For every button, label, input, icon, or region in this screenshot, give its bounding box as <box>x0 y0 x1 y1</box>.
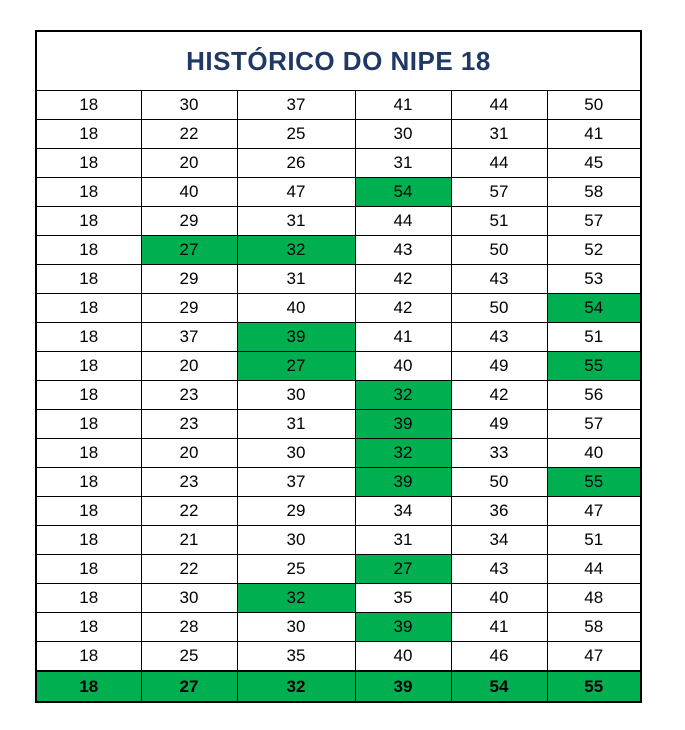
table-cell: 21 <box>141 526 237 555</box>
table-cell: 37 <box>141 323 237 352</box>
table-cell: 34 <box>355 497 451 526</box>
highlighted-cell: 54 <box>355 178 451 207</box>
table-cell: 40 <box>355 642 451 672</box>
table-row <box>37 526 640 555</box>
table-cell: 30 <box>237 613 355 642</box>
summary-cell: 32 <box>237 671 355 701</box>
table-cell: 18 <box>37 381 141 410</box>
table-cell: 37 <box>237 468 355 497</box>
table-cell: 50 <box>547 91 640 120</box>
table-row <box>37 410 640 439</box>
table-cell: 30 <box>141 584 237 613</box>
table-cell: 29 <box>141 294 237 323</box>
table-cell: 20 <box>141 352 237 381</box>
table-cell: 40 <box>141 178 237 207</box>
table-row <box>37 91 640 120</box>
table-row <box>37 149 640 178</box>
table-row <box>37 613 640 642</box>
summary-cell: 27 <box>141 671 237 701</box>
table-row <box>37 265 640 294</box>
table-cell: 51 <box>547 526 640 555</box>
table-cell: 40 <box>451 584 547 613</box>
highlighted-cell: 27 <box>237 352 355 381</box>
table-cell: 43 <box>451 323 547 352</box>
table-cell: 47 <box>237 178 355 207</box>
table-cell: 47 <box>547 642 640 672</box>
table-cell: 40 <box>355 352 451 381</box>
history-table-body <box>37 91 640 701</box>
highlighted-cell: 55 <box>547 468 640 497</box>
table-cell: 40 <box>547 439 640 468</box>
table-cell: 18 <box>37 468 141 497</box>
table-cell: 41 <box>355 323 451 352</box>
table-cell: 45 <box>547 149 640 178</box>
highlighted-cell: 39 <box>355 468 451 497</box>
table-cell: 30 <box>355 120 451 149</box>
table-cell: 18 <box>37 613 141 642</box>
table-cell: 18 <box>37 555 141 584</box>
table-row <box>37 352 640 381</box>
table-row <box>37 642 640 672</box>
table-cell: 44 <box>355 207 451 236</box>
table-row <box>37 381 640 410</box>
table-cell: 18 <box>37 91 141 120</box>
table-cell: 18 <box>37 265 141 294</box>
highlighted-cell: 39 <box>237 323 355 352</box>
highlighted-cell: 32 <box>237 584 355 613</box>
table-cell: 51 <box>547 323 640 352</box>
table-cell: 23 <box>141 381 237 410</box>
table-cell: 53 <box>547 265 640 294</box>
table-cell: 50 <box>451 468 547 497</box>
table-row <box>37 584 640 613</box>
table-cell: 30 <box>237 381 355 410</box>
table-cell: 50 <box>451 236 547 265</box>
table-cell: 31 <box>451 120 547 149</box>
table-cell: 49 <box>451 410 547 439</box>
table-row <box>37 207 640 236</box>
highlighted-cell: 32 <box>355 439 451 468</box>
table-cell: 18 <box>37 207 141 236</box>
table-cell: 22 <box>141 120 237 149</box>
table-cell: 35 <box>355 584 451 613</box>
table-cell: 31 <box>237 265 355 294</box>
table-cell: 18 <box>37 584 141 613</box>
table-cell: 57 <box>547 410 640 439</box>
table-cell: 56 <box>547 381 640 410</box>
table-cell: 41 <box>355 91 451 120</box>
table-cell: 31 <box>355 526 451 555</box>
table-cell: 44 <box>451 91 547 120</box>
table-cell: 22 <box>141 555 237 584</box>
table-cell: 42 <box>451 381 547 410</box>
table-cell: 44 <box>451 149 547 178</box>
table-cell: 23 <box>141 410 237 439</box>
table-cell: 29 <box>237 497 355 526</box>
highlighted-cell: 39 <box>355 410 451 439</box>
table-cell: 41 <box>451 613 547 642</box>
table-row <box>37 178 640 207</box>
highlighted-cell: 54 <box>547 294 640 323</box>
highlighted-cell: 55 <box>547 352 640 381</box>
highlighted-cell: 32 <box>237 236 355 265</box>
table-cell: 29 <box>141 207 237 236</box>
table-cell: 25 <box>237 120 355 149</box>
table-cell: 18 <box>37 178 141 207</box>
sheet-title: HISTÓRICO DO NIPE 18 <box>37 32 640 91</box>
table-cell: 18 <box>37 526 141 555</box>
table-cell: 30 <box>237 439 355 468</box>
table-cell: 18 <box>37 294 141 323</box>
table-cell: 42 <box>355 265 451 294</box>
table-cell: 36 <box>451 497 547 526</box>
table-cell: 20 <box>141 149 237 178</box>
table-cell: 28 <box>141 613 237 642</box>
table-cell: 18 <box>37 642 141 672</box>
table-cell: 18 <box>37 497 141 526</box>
table-cell: 41 <box>547 120 640 149</box>
summary-row <box>37 671 640 701</box>
table-cell: 25 <box>141 642 237 672</box>
table-cell: 43 <box>355 236 451 265</box>
table-cell: 18 <box>37 439 141 468</box>
history-table <box>37 91 640 701</box>
table-cell: 57 <box>547 207 640 236</box>
table-cell: 20 <box>141 439 237 468</box>
table-cell: 49 <box>451 352 547 381</box>
table-cell: 23 <box>141 468 237 497</box>
highlighted-cell: 27 <box>141 236 237 265</box>
table-row <box>37 236 640 265</box>
table-cell: 52 <box>547 236 640 265</box>
table-cell: 30 <box>141 91 237 120</box>
table-cell: 29 <box>141 265 237 294</box>
table-cell: 18 <box>37 236 141 265</box>
table-cell: 43 <box>451 265 547 294</box>
table-cell: 47 <box>547 497 640 526</box>
table-cell: 25 <box>237 555 355 584</box>
table-cell: 40 <box>237 294 355 323</box>
table-cell: 30 <box>237 526 355 555</box>
table-row <box>37 120 640 149</box>
table-cell: 18 <box>37 120 141 149</box>
table-cell: 26 <box>237 149 355 178</box>
summary-cell: 18 <box>37 671 141 701</box>
table-row <box>37 555 640 584</box>
table-row <box>37 294 640 323</box>
summary-cell: 55 <box>547 671 640 701</box>
table-cell: 57 <box>451 178 547 207</box>
table-cell: 58 <box>547 178 640 207</box>
table-row <box>37 323 640 352</box>
highlighted-cell: 32 <box>355 381 451 410</box>
table-cell: 31 <box>355 149 451 178</box>
highlighted-cell: 39 <box>355 613 451 642</box>
table-cell: 34 <box>451 526 547 555</box>
table-cell: 18 <box>37 149 141 178</box>
table-cell: 43 <box>451 555 547 584</box>
summary-cell: 54 <box>451 671 547 701</box>
table-cell: 42 <box>355 294 451 323</box>
table-cell: 58 <box>547 613 640 642</box>
table-cell: 18 <box>37 410 141 439</box>
table-row <box>37 439 640 468</box>
table-cell: 31 <box>237 410 355 439</box>
table-row <box>37 497 640 526</box>
highlighted-cell: 27 <box>355 555 451 584</box>
table-cell: 18 <box>37 352 141 381</box>
table-cell: 33 <box>451 439 547 468</box>
nipe-history-sheet <box>35 30 642 703</box>
table-cell: 48 <box>547 584 640 613</box>
table-cell: 31 <box>237 207 355 236</box>
table-cell: 44 <box>547 555 640 584</box>
table-cell: 22 <box>141 497 237 526</box>
table-cell: 46 <box>451 642 547 672</box>
table-row <box>37 468 640 497</box>
summary-cell: 39 <box>355 671 451 701</box>
table-cell: 18 <box>37 323 141 352</box>
table-cell: 50 <box>451 294 547 323</box>
table-cell: 37 <box>237 91 355 120</box>
table-cell: 35 <box>237 642 355 672</box>
table-cell: 51 <box>451 207 547 236</box>
